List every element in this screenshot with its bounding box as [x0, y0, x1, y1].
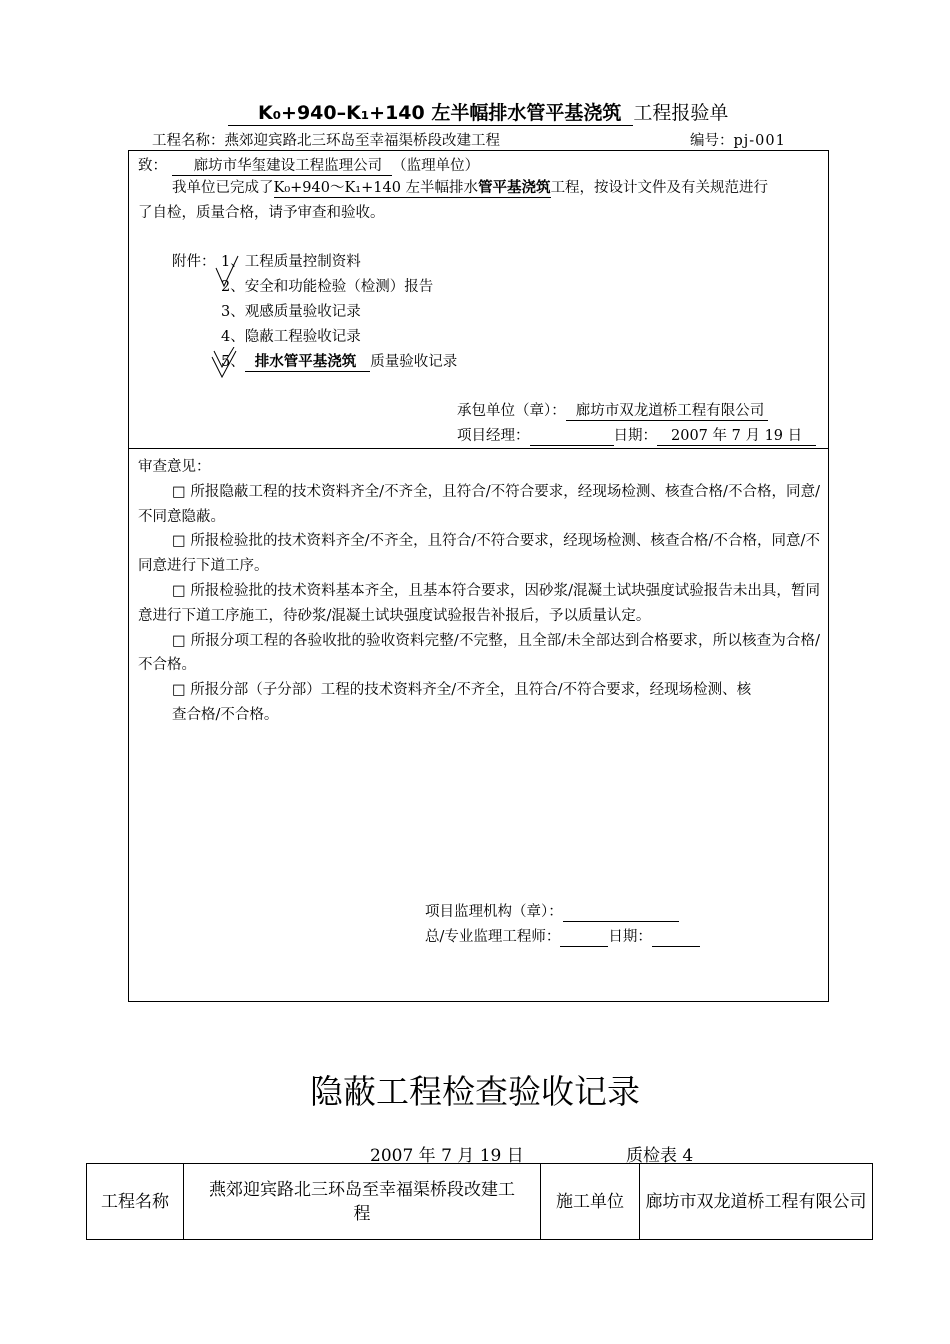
record-date: 2007 年 7 月 19 日: [370, 1146, 524, 1166]
supervisor-unit: 廊坊市华玺建设工程监理公司: [172, 158, 393, 176]
contractor-name: 廊坊市双龙道桥工程有限公司: [566, 403, 769, 421]
record-table: [86, 1163, 873, 1240]
form-divider: [128, 448, 828, 449]
review-item: □ 所报检验批的技术资料齐全/不齐全，且符合/不符合要求，经现场检测、核查合格/不合格，同意/不同意进行下道工序。: [138, 533, 820, 575]
review-item: □ 所报隐蔽工程的技术资料齐全/不齐全，且符合/不符合要求，经现场检测、核查合格/不合格，同意/不同意隐蔽。: [138, 483, 820, 525]
form-title: [228, 98, 728, 126]
review-item: □ 所报检验批的技术资料基本齐全，且基本符合要求，因砂浆/混凝土试块强度试验报告未出具，暂同意进行下道工序施工，待砂浆/混凝土试块强度试验报告补报后，予以质量认定。: [138, 582, 820, 624]
project-name-value: 燕郊迎宾路北三环岛至幸福渠桥段改建工程: [184, 1164, 541, 1240]
project-name-label: 工程名称: [87, 1164, 184, 1240]
review-heading: 审查意见：: [138, 459, 211, 475]
record-form-no: 质检表 4: [626, 1146, 694, 1166]
project-name: 燕郊迎宾路北三环岛至幸福渠桥段改建工程: [224, 133, 500, 149]
form-number-value: pj-001: [733, 133, 786, 149]
report-date: 2007 年 7 月 19 日: [657, 428, 816, 446]
attachment-1: 1、工程质量控制资料: [221, 254, 361, 270]
to-line: 致： 廊坊市华玺建设工程监理公司 （监理单位）: [138, 158, 480, 174]
contractor-line: 承包单位（章）： 廊坊市双龙道桥工程有限公司: [457, 399, 768, 423]
unit-value: 廊坊市双龙道桥工程有限公司: [640, 1164, 873, 1240]
form-number: 编号：pj-001: [690, 133, 786, 149]
form-title-project: K₀+940–K₁+140 左半幅排水管平基浇筑: [228, 103, 621, 126]
attachments-label: 附件：: [172, 254, 216, 270]
project-line: 工程名称：燕郊迎宾路北三环岛至幸福渠桥段改建工程: [152, 133, 500, 149]
form-title-suffix: 工程报验单: [633, 102, 729, 124]
statement-line-2: 了自检，质量合格，请予审查和验收。: [138, 205, 385, 221]
table-row: [87, 1164, 873, 1240]
attachment-4: 4、隐蔽工程验收记录: [221, 329, 361, 345]
attachment-3: 3、观感质量验收记录: [221, 304, 361, 320]
unit-label: 施工单位: [541, 1164, 640, 1240]
record-title: 隐蔽工程检查验收记录: [310, 1072, 640, 1111]
supervisor-org-line: 项目监理机构（章）：: [425, 900, 679, 924]
review-item: □ 所报分部（子分部）工程的技术资料齐全/不齐全，且符合/不符合要求，经现场检测、核 查合格/不合格。: [172, 682, 752, 723]
review-opinions: [138, 455, 820, 728]
supervisor-engineer-line: 总/专业监理工程师： 日期：: [425, 925, 700, 949]
attachment-2: 2、安全和功能检验（检测）报告: [221, 279, 434, 295]
check-mark-icon: [210, 347, 238, 379]
manager-date-line: 项目经理： 日期： 2007 年 7 月 19 日: [457, 424, 816, 448]
review-item: □ 所报分项工程的各验收批的验收资料完整/不完整，且全部/未全部达到合格要求，所以核查为合格/不合格。: [138, 632, 820, 674]
attachment-5: 5、 排水管平基浇筑 质量验收记录: [221, 353, 458, 370]
check-mark-icon: [214, 254, 240, 290]
statement-line-1: 我单位已完成了K₀+940～K₁+140 左半幅排水管平基浇筑工程，按设计文件及有关规范进行: [172, 179, 769, 196]
